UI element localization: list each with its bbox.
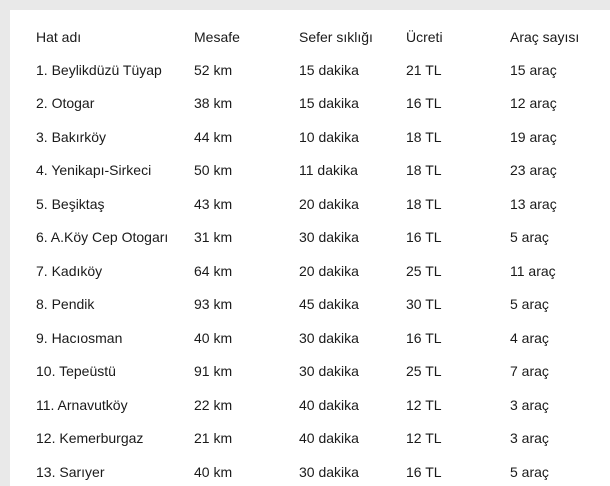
cell-vehicle-count: 12 araç [510,95,557,112]
cell-distance: 31 km [194,229,233,246]
cell-distance: 38 km [194,95,233,112]
cell-fare: 16 TL [406,329,442,346]
header-frequency: Sefer sıklığı [299,28,373,45]
document-page [10,10,610,486]
cell-frequency: 45 dakika [299,296,359,313]
cell-line-name: 11. Arnavutköy [36,396,128,413]
header-line-name: Hat adı [36,28,82,45]
cell-frequency: 10 dakika [299,128,359,145]
bus-lines-table [20,20,610,486]
cell-line-name: 2. Otogar [36,95,95,112]
table-row [20,120,610,154]
table-row [20,187,610,221]
cell-fare: 16 TL [406,229,442,246]
cell-vehicle-count: 15 araç [510,61,557,78]
table-row [20,53,610,87]
cell-line-name: 3. Bakırköy [36,128,107,145]
table-row [20,87,610,121]
cell-fare: 18 TL [406,195,442,212]
cell-line-name: 4. Yenikapı-Sirkeci [36,162,152,179]
cell-vehicle-count: 23 araç [510,162,557,179]
cell-distance: 22 km [194,396,233,413]
table-row [20,455,610,486]
cell-frequency: 15 dakika [299,95,359,112]
cell-frequency: 40 dakika [299,396,359,413]
cell-fare: 25 TL [406,262,442,279]
cell-frequency: 30 dakika [299,229,359,246]
table-row [20,154,610,188]
cell-frequency: 40 dakika [299,430,359,447]
cell-distance: 43 km [194,195,233,212]
table-row [20,355,610,389]
cell-distance: 40 km [194,329,233,346]
cell-vehicle-count: 3 araç [510,430,549,447]
cell-fare: 21 TL [406,61,442,78]
cell-vehicle-count: 5 araç [510,463,549,480]
cell-frequency: 20 dakika [299,195,359,212]
header-fare: Ücreti [406,28,443,45]
cell-frequency: 15 dakika [299,61,359,78]
cell-vehicle-count: 3 araç [510,396,549,413]
cell-frequency: 11 dakika [299,162,358,179]
cell-fare: 16 TL [406,95,442,112]
cell-vehicle-count: 11 araç [510,262,556,279]
cell-vehicle-count: 19 araç [510,128,557,145]
table-row [20,321,610,355]
cell-distance: 64 km [194,262,233,279]
cell-line-name: 9. Hacıosman [36,329,123,346]
cell-line-name: 10. Tepeüstü [36,363,116,380]
cell-fare: 18 TL [406,162,442,179]
cell-vehicle-count: 5 araç [510,229,549,246]
cell-line-name: 1. Beylikdüzü Tüyap [36,61,162,78]
cell-distance: 52 km [194,61,233,78]
cell-fare: 12 TL [406,396,442,413]
table-row [20,221,610,255]
cell-line-name: 7. Kadıköy [36,262,103,279]
cell-distance: 40 km [194,463,233,480]
cell-frequency: 20 dakika [299,262,359,279]
table-row [20,288,610,322]
cell-vehicle-count: 7 araç [510,363,549,380]
cell-distance: 91 km [194,363,233,380]
table-header-row [20,20,610,53]
cell-distance: 50 km [194,162,233,179]
cell-line-name: 5. Beşiktaş [36,195,105,212]
header-distance: Mesafe [194,28,240,45]
cell-fare: 16 TL [406,463,442,480]
cell-distance: 44 km [194,128,233,145]
table-row [20,254,610,288]
header-vehicle-count: Araç sayısı [510,28,580,45]
cell-line-name: 6. A.Köy Cep Otogarı [36,229,169,246]
cell-fare: 12 TL [406,430,442,447]
cell-vehicle-count: 5 araç [510,296,549,313]
cell-line-name: 13. Sarıyer [36,463,105,480]
cell-frequency: 30 dakika [299,363,359,380]
cell-fare: 30 TL [406,296,442,313]
cell-distance: 93 km [194,296,233,313]
cell-distance: 21 km [194,430,233,447]
cell-fare: 18 TL [406,128,442,145]
cell-fare: 25 TL [406,363,442,380]
cell-line-name: 8. Pendik [36,296,95,313]
cell-frequency: 30 dakika [299,329,359,346]
table-row [20,388,610,422]
table-row [20,422,610,456]
cell-vehicle-count: 4 araç [510,329,549,346]
cell-line-name: 12. Kemerburgaz [36,430,144,447]
cell-vehicle-count: 13 araç [510,195,557,212]
cell-frequency: 30 dakika [299,463,359,480]
